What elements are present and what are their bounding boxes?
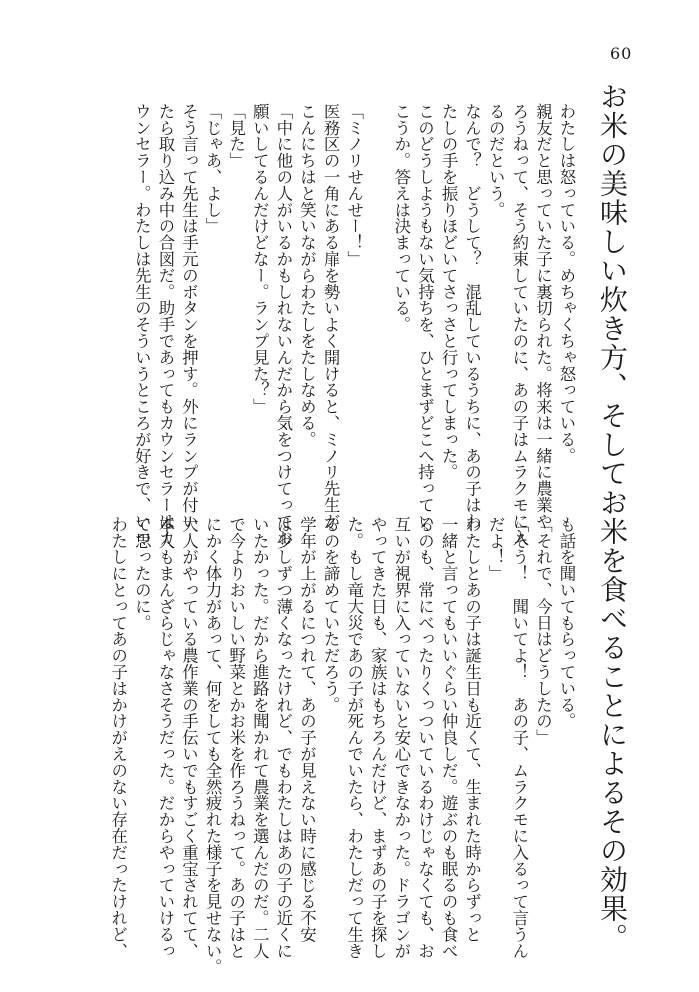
chapter-title: お米の美味しい炊き方、そしてお米を食べることによるその効果。 <box>596 82 629 952</box>
lower-text-block: も話を聞いてもらっている。 「それで、今日はどうしたの」 「そう！ 聞いてよ！ あの子、ムラクモに入るって言うん だよ！」 わたしとあの子は誕生日も近くて、生まれた時からずっと 一緒と言ってもいいぐらい仲良しだ。遊ぶのも眠るのも食べ るのも、常にべったりくっついているわけじゃなくても、お 互いが視界に入っていないと安心できなかった。ドラゴンが やってきた日も、家族はもちろんだけど、まずあの子を探し た。もし竜大災であの子が死んでいたら、わたしだって生き るのを諦めていただろう。 学年が上がるにつれて、あの子が見えない時に感じる不安 は少しずつ薄くなったけれど、でもわたしはあの子の近くに いたかった。だから進路を聞かれて農業を選んだのだ。二人 で今よりおいしい野菜とかお米を作ろうねって。あの子はと にかく体力があって、何をしても全然疲れた様子を見せない。 大人がやっている農作業の手伝いでもすごく重宝されてて、 本人もまんざらじゃなさそうだった。だからやっていけるっ て思ったのに。 わたしにとってあの子はかけがえのない存在だったけれど、 <box>108 516 576 976</box>
upper-text-block: わたしは怒っている。めちゃくちゃ怒っている。 親友だと思っていた子に裏切られた。将来は一緒に農業や ろうねって、そう約束していたのに、あの子はムラクモに入 るのだという。 なんで？ どうして？ 混乱しているうちに、あの子はわ たしの手を振りほどいてさっさと行ってしまった。 このどうしようもない気持ちを、ひとまずどこへ持ってい こうか。答えは決まっている。 「ミノリせんせー！」 医務区の一角にある扉を勢いよく開けると、ミノリ先生が こんにちはと笑いながらわたしをたしなめる。 「中に他の人がいるかもしれないんだから気をつけてってお 願いしてるんだけどなー。ランプ見た？」 「見た」 「じゃあ、よし」 そう言って先生は手元のボタンを押す。外にランプが付い たら取り込み中の合図だ。助手であってもカウンセラーはカ ウンセラー。わたしは先生のそういうところが好きで、いつ <box>132 103 576 546</box>
page-number: 60 <box>610 44 633 63</box>
